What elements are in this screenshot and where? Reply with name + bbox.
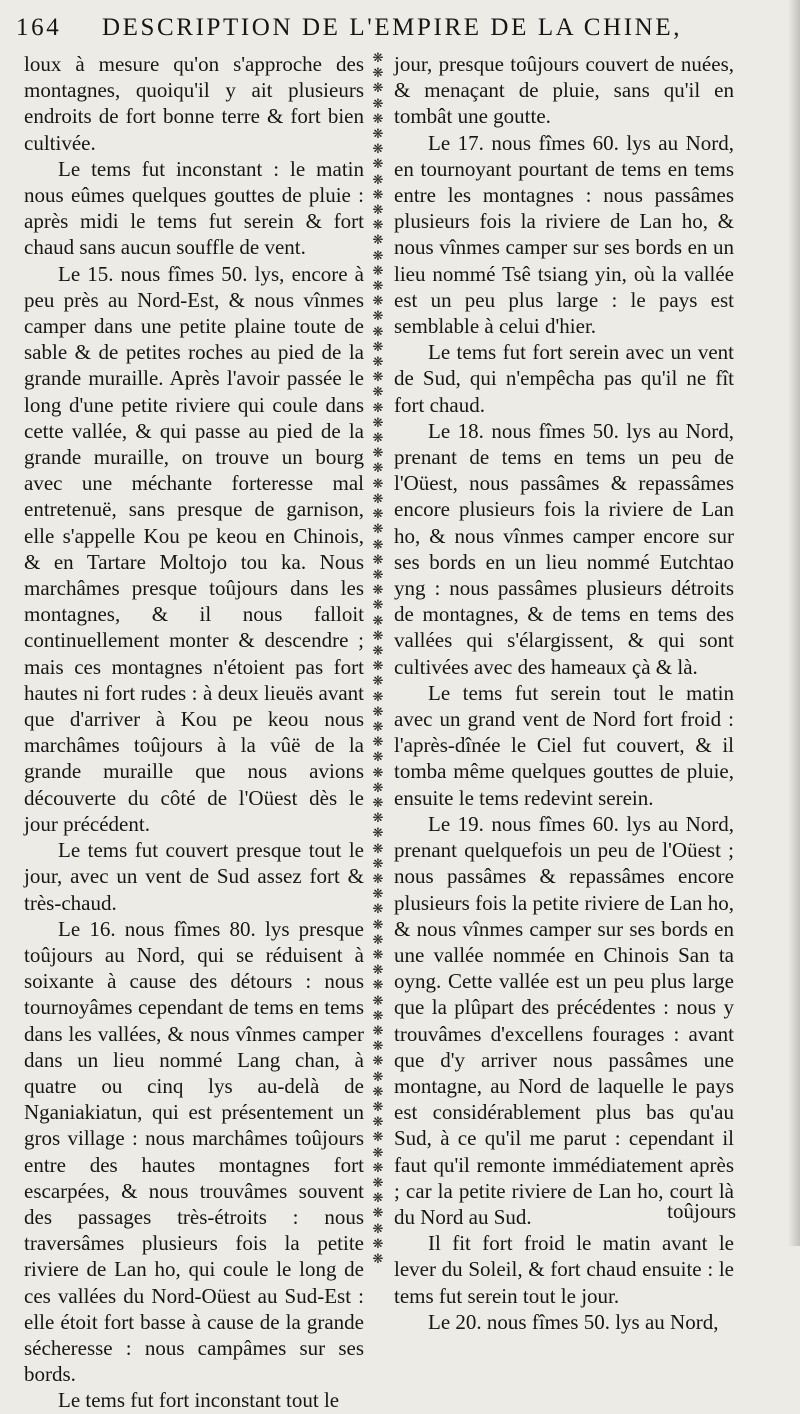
- paragraph: Le tems fut inconstant : le matin nous eûmes quelques gouttes de pluie : après midi le tems fut serein & fort chaud sans aucun souffle de vent.: [24, 156, 364, 260]
- paragraph: Le tems fut serein tout le matin avec un grand vent de Nord fort froid : l'après-dînée le Ciel fut couvert, & il tomba même quelques gouttes de pluie, ensuite le tems redevint serein.: [394, 680, 734, 810]
- paragraph: Le 20. nous fîmes 50. lys au Nord,: [428, 1309, 719, 1334]
- page-edge-shadow: [788, 0, 800, 1246]
- running-header: [16, 14, 768, 50]
- catchword: toûjours: [667, 1199, 736, 1223]
- page-number: 164: [16, 14, 62, 41]
- paragraph: Le 15. nous fîmes 50. lys, encore à peu près au Nord-Est, & nous vînmes camper dans une petite plaine toute de sable & de petites roches au pied de la grande muraille. Après l'avoir passée le long d'une petite riviere qui coule dans cette vallée, & qui passe au pied de la grande muraille, on trouve un bourg avec une méchante forteresse mal entretenuë, sans presque de garnison, elle s'appelle Kou pe keou en Chinois, & en Tartare Moltojo tou ka. Nous marchâmes presque toûjours dans les montagnes, & il nous falloit continuellement monter & descendre ; mais ces montagnes n'étoient pas fort hautes ni fort rudes : à deux lieuës avant que d'arriver à Kou pe keou nous marchâmes toûjours à la vûë de la grande muraille que nous avions découverte du côté de l'Oüest dès le jour précédent.: [24, 261, 364, 836]
- paragraph: Le 18. nous fîmes 50. lys au Nord, prenant de tems en tems un peu de l'Oüest, nous passâmes & repassâmes encore plusieurs fois la riviere de Lan ho, & nous vînmes camper encore sur ses bords en un lieu nommé Eutchtao yng : nous passâmes plusieurs détroits de montagnes, & de tems en tems des vallées qui s'élargissent, & qui sont cultivées avec des hameaux çà & là.: [394, 418, 734, 679]
- paragraph: loux à mesure qu'on s'approche des montagnes, quoiqu'il y ait plusieurs endroits de fort bonne terre & fort bien cultivée.: [24, 52, 364, 155]
- paragraph: jour, presque toûjours couvert de nuées, & menaçant de pluie, sans qu'il en tombât une goutte.: [394, 52, 734, 129]
- paragraph: Le 19. nous fîmes 60. lys au Nord, prenant quelquefois un peu de l'Oüest ; nous passâmes & repassâmes encore plusieurs fois la petite riviere de Lan ho, & nous vînmes camper sur ses bords en une vallée nommée en Chinois San ta oyng. Cette vallée est un peu plus large que la plûpart des précédentes : nous y trouvâmes d'excellens fourages : avant que d'y arriver nous passâmes une montagne, au Nord de laquelle le pays est considérablement plus bas qu'au Sud, à ce qu'il me parut : cependant il faut qu'il remonte immédiatement après ; car la petite riviere de Lan ho, court là du Nord au Sud.: [394, 811, 734, 1229]
- paragraph: Le tems fut fort inconstant tout le: [58, 1388, 340, 1413]
- right-text-column: [394, 51, 734, 1335]
- column-divider-ornament: ❋❋❋❋❋❋❋❋❋❋❋❋❋❋❋❋❋❋❋❋❋❋❋❋❋❋❋❋❋❋❋❋❋❋❋❋❋❋❋❋❋❋❋❋❋❋❋❋❋❋❋❋❋❋❋❋❋❋❋❋❋❋❋❋❋❋❋❋❋❋❋❋❋❋❋❋❋❋❋❋: [372, 50, 384, 1267]
- paragraph: Le tems fut couvert presque tout le jour, avec un vent de Sud assez fort & très-chaud.: [24, 838, 364, 915]
- left-text-column: [24, 51, 364, 1414]
- running-title: DESCRIPTION DE L'EMPIRE DE LA CHINE,: [102, 14, 683, 41]
- paragraph: Il fit fort froid le matin avant le lever du Soleil, & fort chaud ensuite : le tems fut serein tout le jour.: [394, 1231, 734, 1308]
- paragraph: Le 16. nous fîmes 80. lys presque toûjours au Nord, qui se réduisent à soixante à cause des détours : nous tournoyâmes cependant de tems en tems dans les vallées, & nous vînmes camper dans un lieu nommé Lang chan, à quatre ou cinq lys au-delà de Nganiakiatun, qui est présentement un gros village : nous marchâmes toûjours entre des hautes montagnes fort escarpées, & nous trouvâmes souvent des passages très-étroits : nous traversâmes plusieurs fois la petite riviere de Lan ho, qui coule le long de ces vallées du Nord-Oüest au Sud-Est : elle étoit fort basse à cause de la grande sécheresse : nous campâmes sur ses bords.: [24, 916, 364, 1387]
- paragraph: Le 17. nous fîmes 60. lys au Nord, en tournoyant pourtant de tems en tems entre les montagnes : nous passâmes plusieurs fois la riviere de Lan ho, & nous vînmes camper sur ses bords en un lieu nommé Tsê tsiang yin, où la vallée est un peu plus large : le pays est semblable à celui d'hier.: [394, 130, 734, 339]
- paragraph: Le tems fut fort serein avec un vent de Sud, qui n'empêcha pas qu'il ne fît fort chaud.: [394, 340, 734, 417]
